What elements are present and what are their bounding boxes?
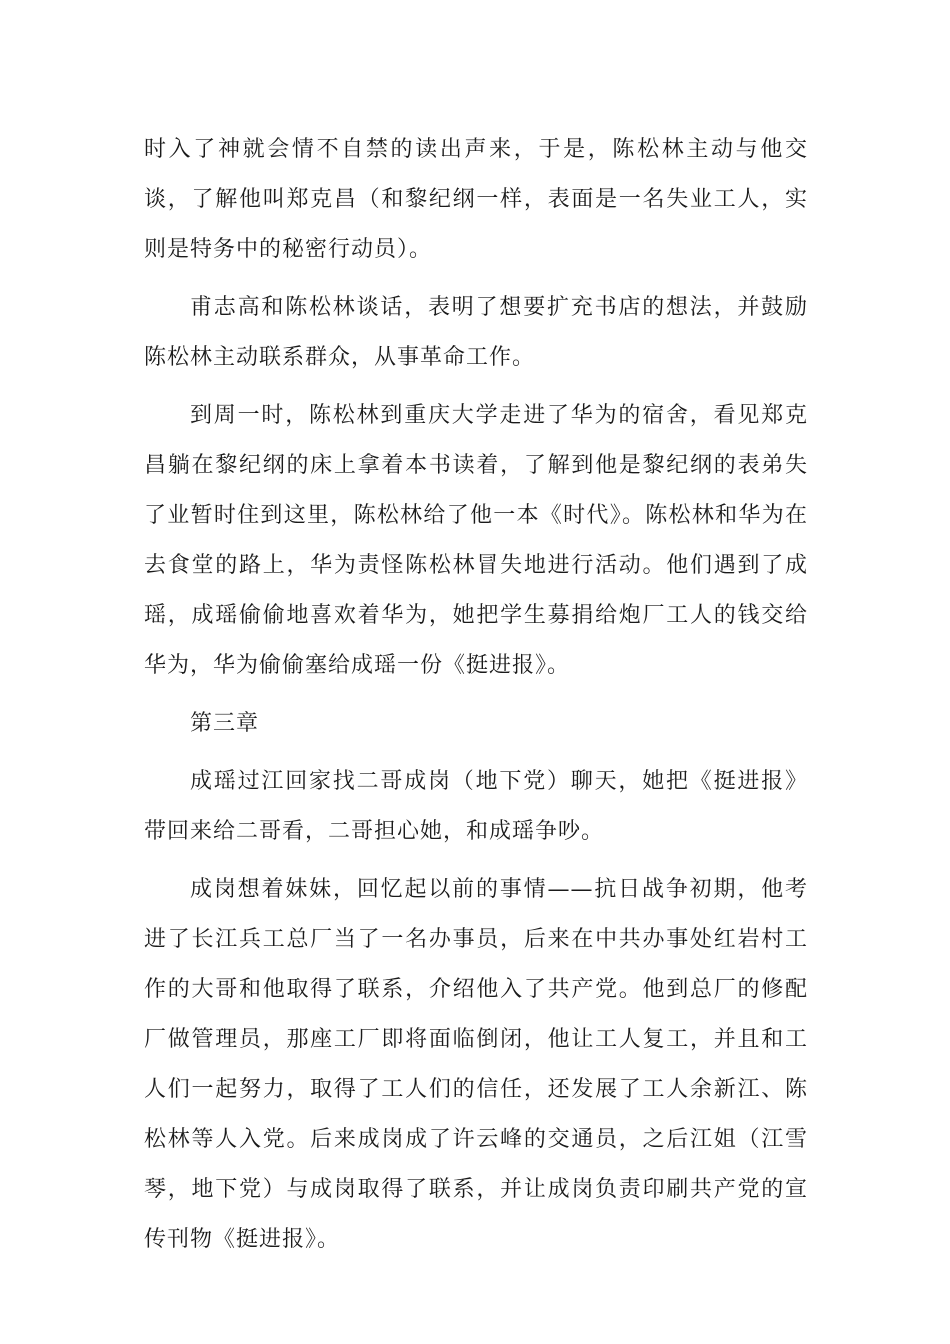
paragraph-continuation: 时入了神就会情不自禁的读出声来，于是，陈松林主动与他交谈，了解他叫郑克昌（和黎纪纲一样，表面是一名失业工人，实则是特务中的秘密行动员）。 bbox=[144, 137, 808, 262]
chapter-heading: 第三章 bbox=[190, 711, 260, 736]
paragraph: 到周一时，陈松林到重庆大学走进了华为的宿舍，看见郑克昌躺在黎纪纲的床上拿着本书读着，了解到他是黎纪纲的表弟失了业暂时住到这里，陈松林给了他一本《时代》。陈松林和华为在去食堂的路上，华为责怪陈松林冒失地进行活动。他们遇到了成瑶，成瑶偷偷地喜欢着华为，她把学生募捐给炮厂工人的钱交给华为，华为偷偷塞给成瑶一份《挺进报》。 bbox=[144, 403, 808, 678]
paragraph: 成岗想着妹妹，回忆起以前的事情——抗日战争初期，他考进了长江兵工总厂当了一名办事员，后来在中共办事处红岩村工作的大哥和他取得了联系，介绍他入了共产党。他到总厂的修配厂做管理员，那座工厂即将面临倒闭，他让工人复工，并且和工人们一起努力，取得了工人们的信任，还发展了工人余新江、陈松林等人入党。后来成岗成了许云峰的交通员，之后江姐（江雪琴，地下党）与成岗取得了联系，并让成岗负责印刷共产党的宣传刊物《挺进报》。 bbox=[144, 877, 808, 1252]
paragraph: 成瑶过江回家找二哥成岗（地下党）聊天，她把《挺进报》带回来给二哥看，二哥担心她，和成瑶争吵。 bbox=[144, 769, 808, 844]
document-page bbox=[144, 125, 808, 1273]
paragraph: 甫志高和陈松林谈话，表明了想要扩充书店的想法，并鼓励陈松林主动联系群众，从事革命工作。 bbox=[144, 295, 808, 370]
